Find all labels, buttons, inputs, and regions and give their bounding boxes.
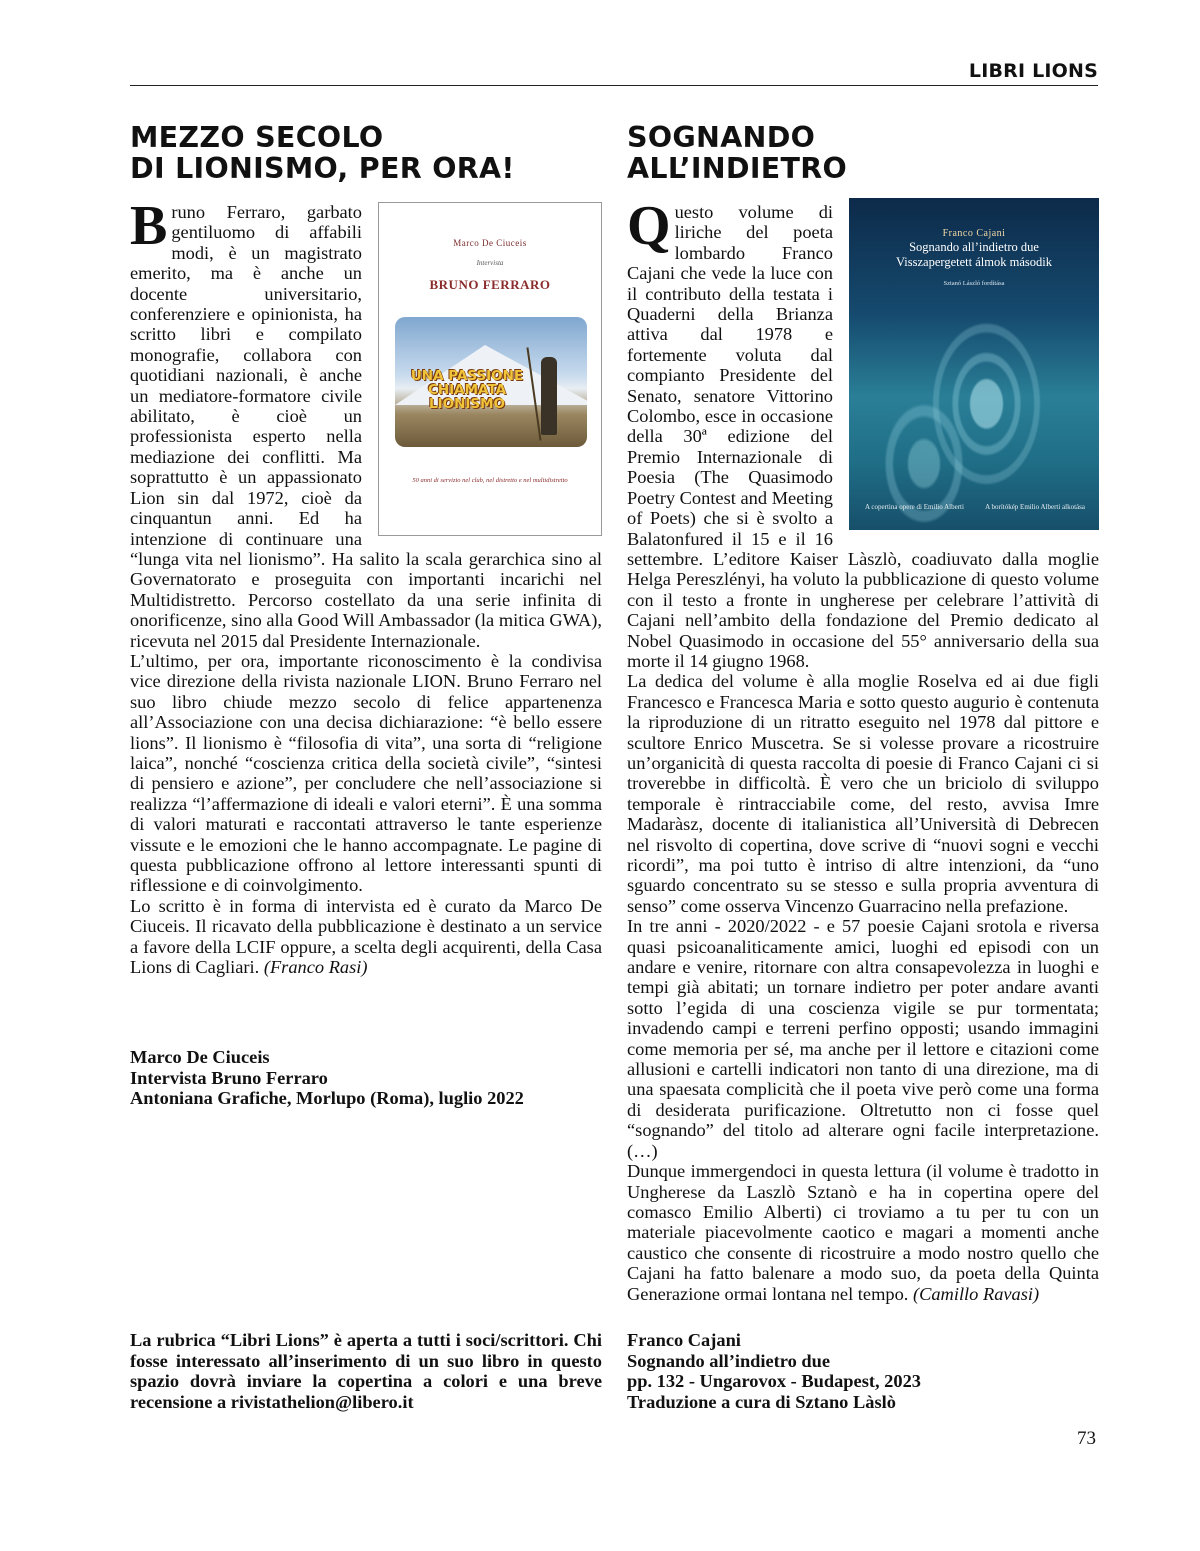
left-article (130, 122, 602, 977)
paragraph: La dedica del volume è alla moglie Roselva ed ai due figli Francesco e Francesca Maria e sotto questo augurio è contenuta la riproduzione di un ritratto eseguito nel 1978 dal pittore e scultore Enrico Muscetra. Se si volesse provare a ricostruire un’organicità di questa raccolta di poesie di Franco Cajani ci si troverebbe in difficoltà. È vero che un briciolo di sviluppo temporale è rintracciabile come, del resto, avvisa Imre Madaràsz, docente di italianistica all’Università di Debrecen nel risvolto di copertina, dove scrive di “nuovi sogni e vecchi ricordi”, ma poi tutto è intriso di altre intenzioni, da “uno sguardo concentrato su se stesso e sulla propria avventura di senso” come osserva Vincenzo Guarracino nella prefazione. (627, 671, 1099, 916)
book-cover-image (849, 198, 1099, 530)
cover-author: Franco Cajani (942, 228, 1006, 239)
left-article-body (130, 195, 602, 978)
right-article (627, 122, 1099, 1304)
right-article-title: SOGNANDO ALL’INDIETRO (627, 121, 848, 185)
paragraph: Lo scritto è in forma di intervista ed è curato da Marco De Ciuceis. Il ricavato della pubblicazione è destinato a un service a favore della LCIF oppure, a scelta degli acquirenti, della Casa Lions di Cagliari. (Franco Rasi) (130, 895, 602, 978)
section-label: LIBRI LIONS (968, 60, 1098, 82)
cover-photo (395, 317, 587, 447)
paragraph: Bruno Ferraro, garbato gentiluomo di affabili modi, è un magistrato emerito, ma è anche un docente universitario, conferenziere e opinionista, ha scritto libri e compilato monografie, collabora con quotidiani nazionali, è anche un mediatore-formatore civile abilitato, è cioè un professionista esperto nella mediazione dei conflitti. Ma soprattutto è un appassionato Lion sin dal 1972, cioè da cinquantun anni. Ed ha intenzione di continuare una “lunga vita nel lionismo”. Ha salito la scala gerarchica sino al Governatorato e proseguita con importanti incarichi nel Multidistretto. Percorso costellato da una serie infinita di onorificenze, sino alla Good Will Ambassador (la mitica GWA), ricevuta nel 2015 dal Presidente Internazionale. (130, 195, 602, 651)
right-article-body (627, 195, 1099, 1304)
paragraph: L’ultimo, per ora, importante riconoscimento è la condivisa vice direzione della rivista nazionale LION. Bruno Ferraro nel suo libro chiude mezzo secolo di felice appartenenza all’Associazione con una decisa dichiarazione: “è bello essere lions”. Il lionismo è “filosofia di vita”, una sorta di “religione laica”, nonché “coscienza critica della società civile”, “sintesi di pensiero e azione”, per concludere che nell’associazione si realizza “l’affermazione di ideali e valori eterni”. È una somma di valori maturati e raccontati attraverso le tante esperienze vissute e le emozioni che le hanno accompagnate. Le pagine di questa pubblicazione offrono al lettore interessanti spunti di riflessione e di coinvolgimento. (130, 650, 602, 896)
cover-translator: Sztanó László fordítása (943, 280, 1005, 287)
cover-right-credit: A borítókép Emilio Alberti alkotása (985, 503, 1085, 511)
left-bibliography: Marco De Ciuceis Intervista Bruno Ferraro Antoniana Grafiche, Morlupo (Roma), luglio 2022 (130, 1047, 524, 1108)
page-number: 73 (1077, 1428, 1096, 1449)
left-article-title: MEZZO SECOLO DI LIONISMO, PER ORA! (130, 121, 515, 185)
book-cover-image (378, 202, 602, 536)
signature: (Camillo Ravasi) (912, 1283, 1040, 1304)
right-bibliography: Franco Cajani Sognando all’indietro due pp. 132 - Ungarovox - Budapest, 2023 Traduzione a cura di Sztano Làslò (627, 1330, 921, 1412)
drop-cap: B (130, 195, 168, 257)
signature: (Franco Rasi) (263, 957, 368, 978)
drop-cap: Q (627, 195, 671, 257)
column-note: La rubrica “Libri Lions” è aperta a tutti i soci/scrittori. Chi fosse interessato all’inserimento di un suo libro in questo spazio dovrà inviare la copertina a colori e una breve recensione a rivistathelion@libero.it (130, 1330, 602, 1412)
cover-title: BRUNO FERRARO (429, 277, 551, 292)
cover-left-credit: A copertina opere di Emilio Alberti (865, 503, 964, 511)
header-rule (130, 85, 1098, 86)
cover-slogan: UNA PASSIONE CHIAMATA LIONISMO (410, 368, 524, 412)
cover-title: Sognando all’indietro due Visszapergetett álmok második (896, 240, 1052, 269)
paragraph: Dunque immergendoci in questa lettura (il volume è tradotto in Ungherese da Laszlò Sztanò e ha in copertina opere del comasco Emilio Alberti) ci troviamo a tu per tu con un materiale piacevolmente caotico e magari a momenti anche caustico che consente di ricostruire a modo nostro quello che Cajani ha fatto balenare a modo suo, da poeta della Quinta Generazione ormai lontana nel tempo. (Camillo Ravasi) (627, 1161, 1099, 1304)
cover-subtitle: 50 anni di servizio nel club, nel distretto e nel multidistretto (412, 477, 568, 484)
paragraph: In tre anni - 2020/2022 - e 57 poesie Cajani srotola e riversa quasi psicoanaliticamente amici, luoghi ed episodi con un andare e venire, ritornare con altra consapevolezza in luoghi e tempi già abitati; un tornare indietro per poter andare avanti sotto l’egida di una coscienza vigile se pur tormentata; invadendo campi e terreni perfino opposti; usando immagini come memoria per sé, ma anche per il lettore e citazioni come allusioni e cartelli indicatori non tanto di una direzione, ma di una spaesata complicità che il poeta vive però come una forma di desiderata purificazione. Oltretutto non ci fosse quel “sognando” del titolo ad alterare ogni facile interpretazione. (…) (627, 916, 1099, 1161)
paragraph: Questo volume di liriche del poeta lombardo Franco Cajani che vede la luce con il contributo della testata i Quaderni della Brianza attiva dal 1978 e fortemente voluta dal compianto Presidente del Senato, senatore Vittorino Colombo, esce in occasione della 30ª edizione del Premio Internazionale di Poesia (The Quasimodo Poetry Contest and Meeting of Poets) che si è svolto a Balatonfured il 15 e il 16 settembre. L’editore Kaiser Làszlò, coadiuvato dalla moglie Helga Pereszlényi, ha voluto la pubblicazione di questo volume con il testo a fronte in ungherese per celebrare l’attività di Cajani nell’ambito della fondazione del Premio dedicato al Nobel Quasimodo in occasione del 55° anniversario della sua morte il 14 giugno 1968. (627, 195, 1099, 671)
cover-author: Marco De Ciuceis (453, 238, 527, 248)
cover-intervista: Intervista (476, 259, 504, 267)
